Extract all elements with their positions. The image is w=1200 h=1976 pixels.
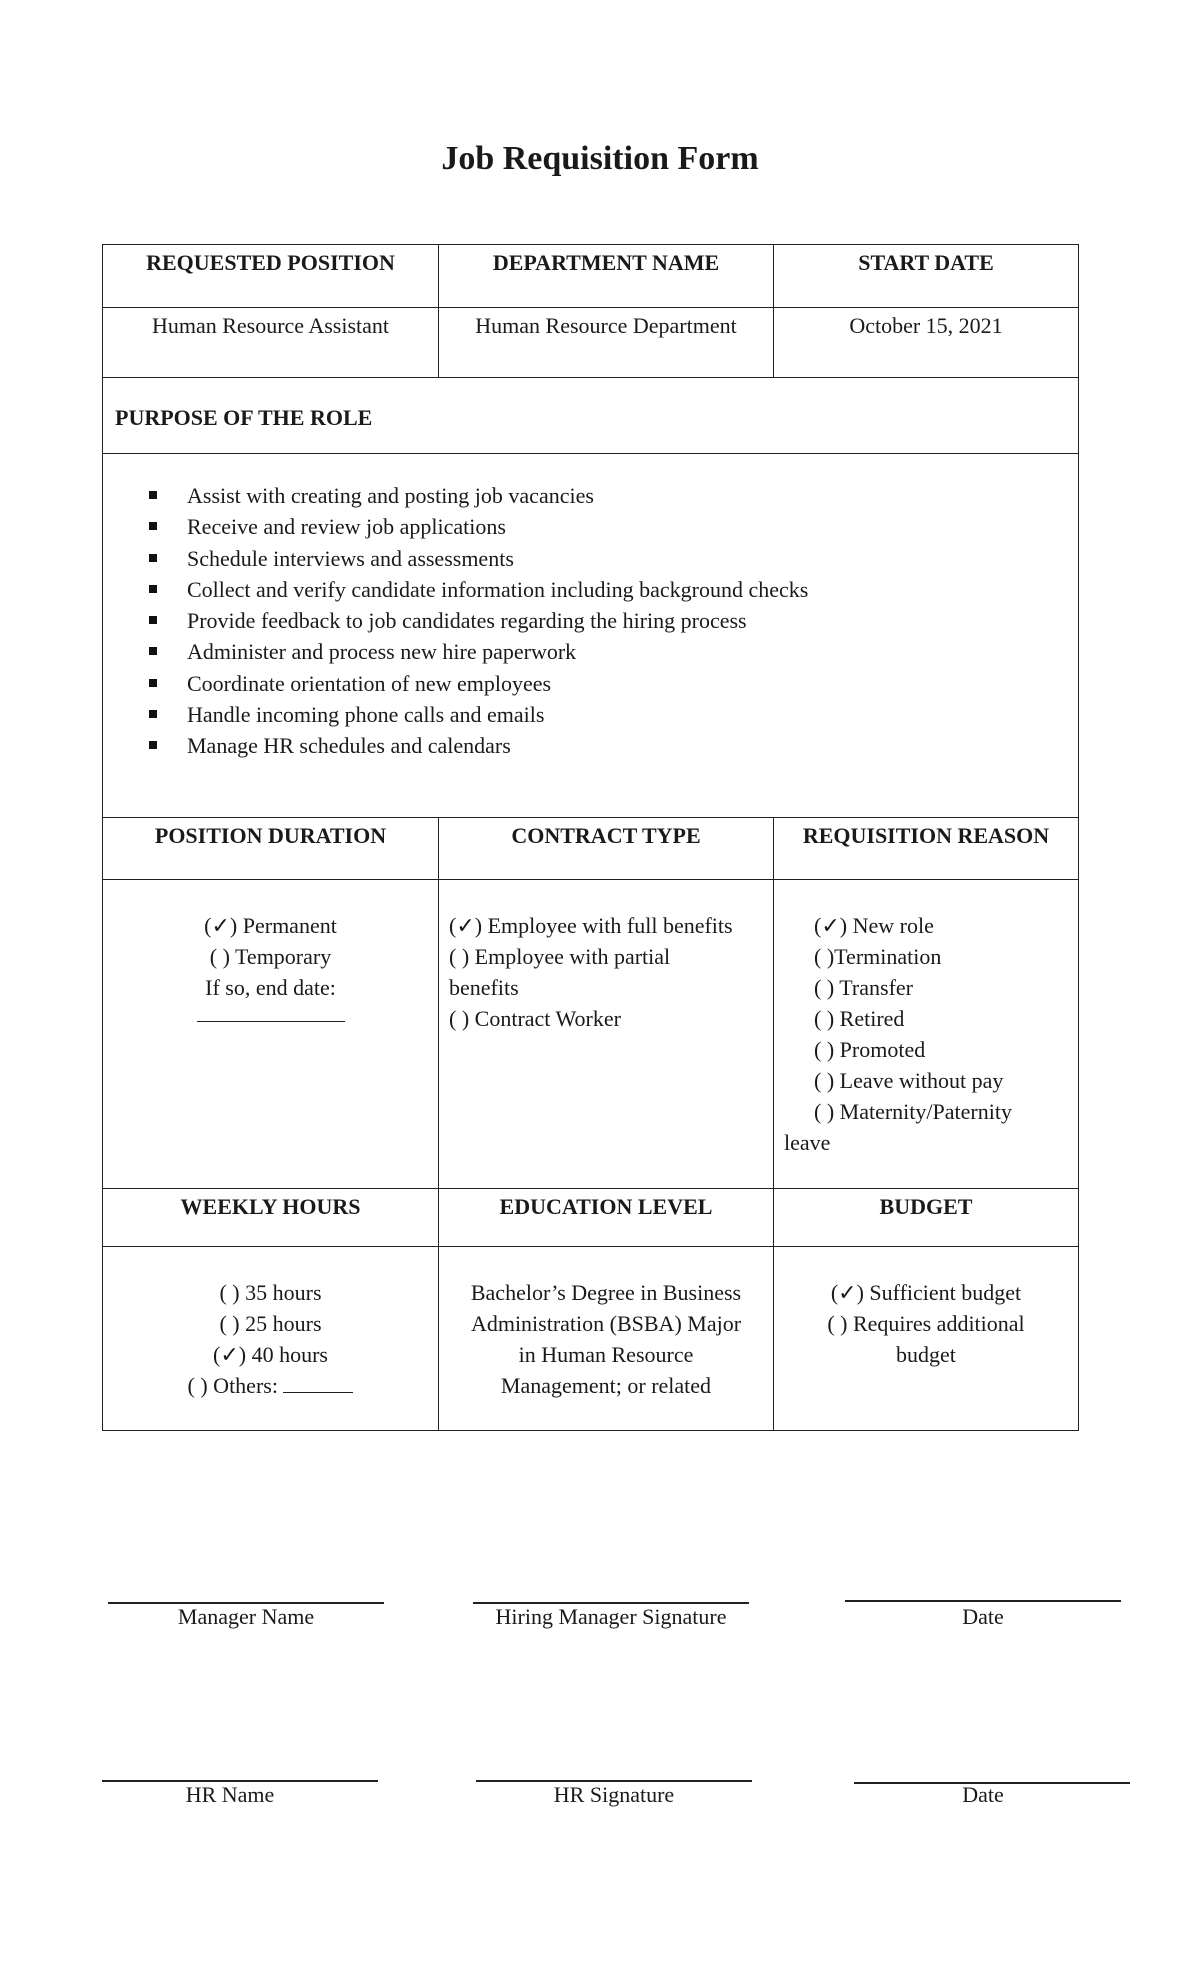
reason-promoted-option[interactable]: ( ) Promoted [814,1037,926,1062]
manager-name-label: Manager Name [177,1604,315,1629]
list-item: Coordinate orientation of new employees [149,668,1078,699]
contract-full-benefits-option[interactable]: (✓) Employee with full benefits [449,913,733,938]
education-line: in Human Resource [518,1342,694,1367]
hours-others-field[interactable] [283,1392,353,1393]
end-date-label: If so, end date: [205,975,336,1000]
duration-temporary-option[interactable]: ( ) Temporary [209,944,332,969]
reason-maternity-paternity-option[interactable]: ( ) Maternity/Paternity [814,1099,1012,1124]
purpose-list [103,454,1078,762]
budget-header: BUDGET [774,1189,1079,1247]
reason-leave-without-pay-option[interactable]: ( ) Leave without pay [814,1068,1004,1093]
list-item: Handle incoming phone calls and emails [149,699,1078,730]
department-name-value[interactable]: Human Resource Department [439,308,774,378]
list-item: Assist with creating and posting job vacancies [149,480,1078,511]
weekly-hours-cell [103,1247,439,1431]
page-title: Job Requisition Form [441,140,759,177]
position-duration-cell [103,880,439,1189]
hours-others-label: ( ) Others: [187,1373,278,1398]
duration-permanent-option[interactable]: (✓) Permanent [204,913,337,938]
budget-additional-continuation: budget [896,1342,956,1367]
reason-new-role-option[interactable]: (✓) New role [814,913,934,938]
purpose-list-cell [103,454,1079,818]
requisition-reason-header: REQUISITION REASON [774,818,1079,880]
budget-additional-option[interactable]: ( ) Requires additional [827,1311,1025,1336]
education-line: Management; or related [500,1373,712,1398]
date-label-1: Date [962,1604,1004,1629]
contract-partial-benefits-continuation: benefits [449,975,519,1000]
hours-40-option[interactable]: (✓) 40 hours [213,1342,328,1367]
date-label-2: Date [962,1782,1004,1807]
education-line: Bachelor’s Degree in Business [470,1280,742,1305]
hours-others-option[interactable] [103,1370,438,1401]
education-level-header: EDUCATION LEVEL [439,1189,774,1247]
department-name-header: DEPARTMENT NAME [439,245,774,308]
start-date-header: START DATE [774,245,1079,308]
end-date-field[interactable] [197,1011,345,1022]
start-date-value[interactable]: October 15, 2021 [774,308,1079,378]
hr-signature-label: HR Signature [553,1782,675,1807]
education-line: Administration (BSBA) Major [470,1311,742,1336]
date-line-1[interactable] [845,1600,1121,1602]
education-level-cell [439,1247,774,1431]
reason-termination-option[interactable]: ( )Termination [814,944,942,969]
requested-position-value[interactable]: Human Resource Assistant [103,308,439,378]
purpose-header: PURPOSE OF THE ROLE [103,378,1079,454]
reason-maternity-continuation: leave [784,1130,831,1155]
list-item: Schedule interviews and assessments [149,543,1078,574]
reason-transfer-option[interactable]: ( ) Transfer [814,975,913,1000]
budget-cell [774,1247,1079,1431]
contract-worker-option[interactable]: ( ) Contract Worker [449,1006,621,1031]
weekly-hours-header: WEEKLY HOURS [103,1189,439,1247]
list-item: Manage HR schedules and calendars [149,730,1078,761]
list-item: Administer and process new hire paperwork [149,636,1078,667]
hours-25-option[interactable]: ( ) 25 hours [219,1311,322,1336]
list-item: Provide feedback to job candidates regarding the hiring process [149,605,1078,636]
requisition-table [102,244,1079,1431]
reason-retired-option[interactable]: ( ) Retired [814,1006,905,1031]
budget-sufficient-option[interactable]: (✓) Sufficient budget [830,1280,1022,1305]
requisition-reason-cell [774,880,1079,1189]
contract-type-cell [439,880,774,1189]
requested-position-header: REQUESTED POSITION [103,245,439,308]
position-duration-header: POSITION DURATION [103,818,439,880]
hiring-manager-signature-label: Hiring Manager Signature [495,1604,727,1629]
list-item: Collect and verify candidate information including background checks [149,574,1078,605]
contract-partial-benefits-option[interactable]: ( ) Employee with partial [449,944,671,969]
list-item: Receive and review job applications [149,511,1078,542]
hours-35-option[interactable]: ( ) 35 hours [219,1280,322,1305]
contract-type-header: CONTRACT TYPE [439,818,774,880]
hr-name-label: HR Name [185,1782,275,1807]
